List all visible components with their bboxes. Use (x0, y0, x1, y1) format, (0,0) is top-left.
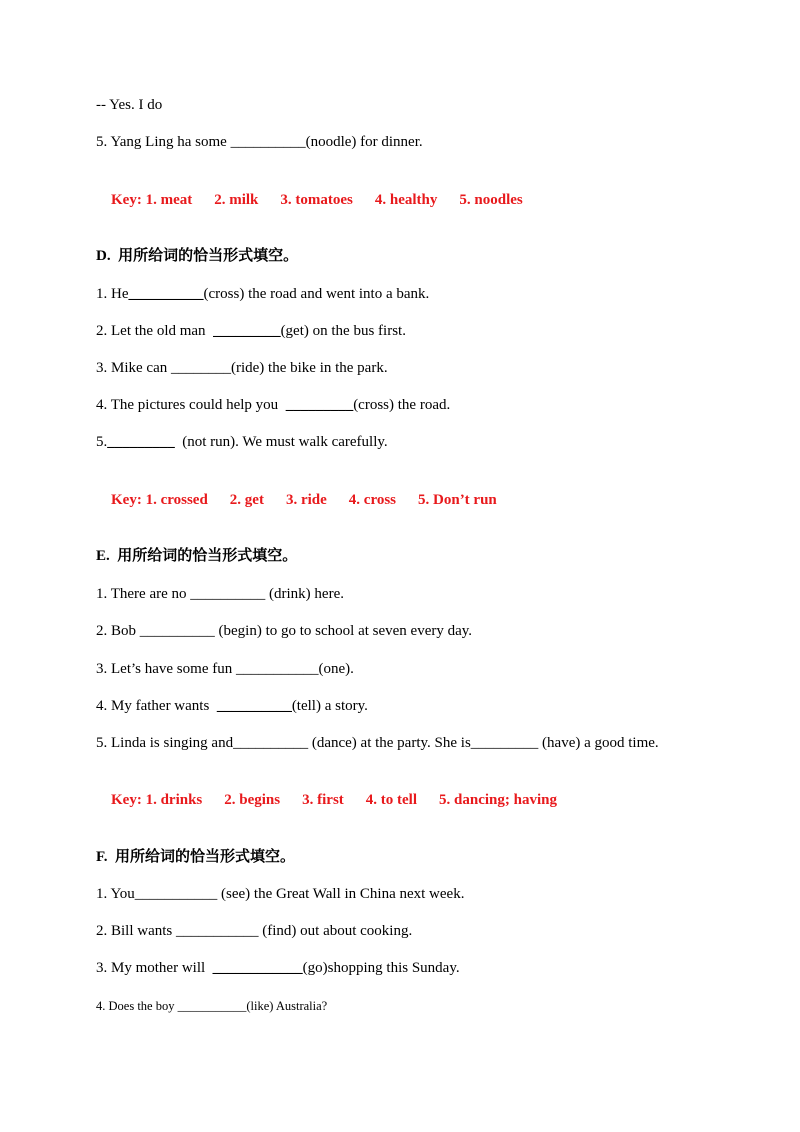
e-question-1: 1. There are no __________ (drink) here. (96, 586, 344, 602)
q-text: 2. Let the old man (96, 323, 214, 339)
key-item: 2. milk (214, 192, 259, 208)
answer-blank: __________ (128, 286, 204, 302)
e-question-2: 2. Bob __________ (begin) to go to school at seven every day. (96, 623, 473, 639)
key-item: 2. get (229, 492, 264, 508)
f-question-4: 4. Does the boy ___________(like) Australia? (96, 999, 328, 1013)
key-item: 3. tomatoes (280, 192, 353, 208)
c-question-5: 5. Yang Ling ha some __________(noodle) for dinner. (96, 134, 423, 150)
answer-blank: __________ (216, 698, 292, 714)
section-e-heading: E. 用所给词的恰当形式填空。 (96, 548, 298, 564)
q-text: (cross) the road and went into a bank. (203, 286, 430, 302)
q-text: 5. (96, 434, 108, 450)
q-text: 4. My father wants (96, 698, 217, 714)
e-question-5: 5. Linda is singing and__________ (dance) at the party. She is_________ (have) a good time. (96, 735, 659, 751)
d-question-5 (96, 432, 388, 452)
key-item: 5. dancing; having (439, 792, 557, 808)
q-text: (tell) a story. (291, 698, 368, 714)
f-question-3 (96, 958, 460, 978)
key-item: 3. first (302, 792, 344, 808)
e-question-3: 3. Let’s have some fun ___________(one). (96, 661, 354, 677)
q-text: 1. He (96, 286, 129, 302)
key-item: Key: 1. crossed (111, 492, 208, 508)
c-previous-answer: -- Yes. I do (96, 97, 163, 113)
d-answer-key (96, 470, 519, 530)
key-item: 5. noodles (459, 192, 523, 208)
key-item: 4. to tell (365, 792, 418, 808)
key-item: 3. ride (285, 492, 327, 508)
key-item: Key: 1. drinks (111, 792, 203, 808)
key-item: Key: 1. meat (111, 192, 193, 208)
d-question-1 (96, 284, 429, 304)
d-question-3: 3. Mike can ________(ride) the bike in the park. (96, 360, 388, 376)
q-text: 3. My mother will (96, 960, 213, 976)
q-text: 4. The pictures could help you (96, 397, 286, 413)
answer-blank: ____________ (212, 960, 303, 976)
section-d-heading: D. 用所给词的恰当形式填空。 (96, 248, 299, 264)
key-item: 5. Don’t run (418, 492, 497, 508)
q-text: (cross) the road. (353, 397, 451, 413)
section-f-heading: F. 用所给词的恰当形式填空。 (96, 849, 296, 865)
e-answer-key (96, 770, 579, 830)
key-item: 4. cross (348, 492, 397, 508)
q-text: (get) on the bus first. (280, 323, 406, 339)
answer-blank: _________ (107, 434, 175, 450)
f-question-1: 1. You___________ (see) the Great Wall in China next week. (96, 886, 465, 902)
c-answer-key (96, 170, 545, 230)
key-item: 2. begins (224, 792, 281, 808)
d-question-2 (96, 321, 406, 341)
answer-blank: _________ (213, 323, 281, 339)
key-item: 4. healthy (374, 192, 438, 208)
f-question-2: 2. Bill wants ___________ (find) out about cooking. (96, 923, 413, 939)
q-text: (go)shopping this Sunday. (302, 960, 460, 976)
q-text: (not run). We must walk carefully. (174, 434, 388, 450)
e-question-4 (96, 696, 368, 716)
answer-blank: _________ (285, 397, 354, 413)
d-question-4 (96, 395, 450, 415)
